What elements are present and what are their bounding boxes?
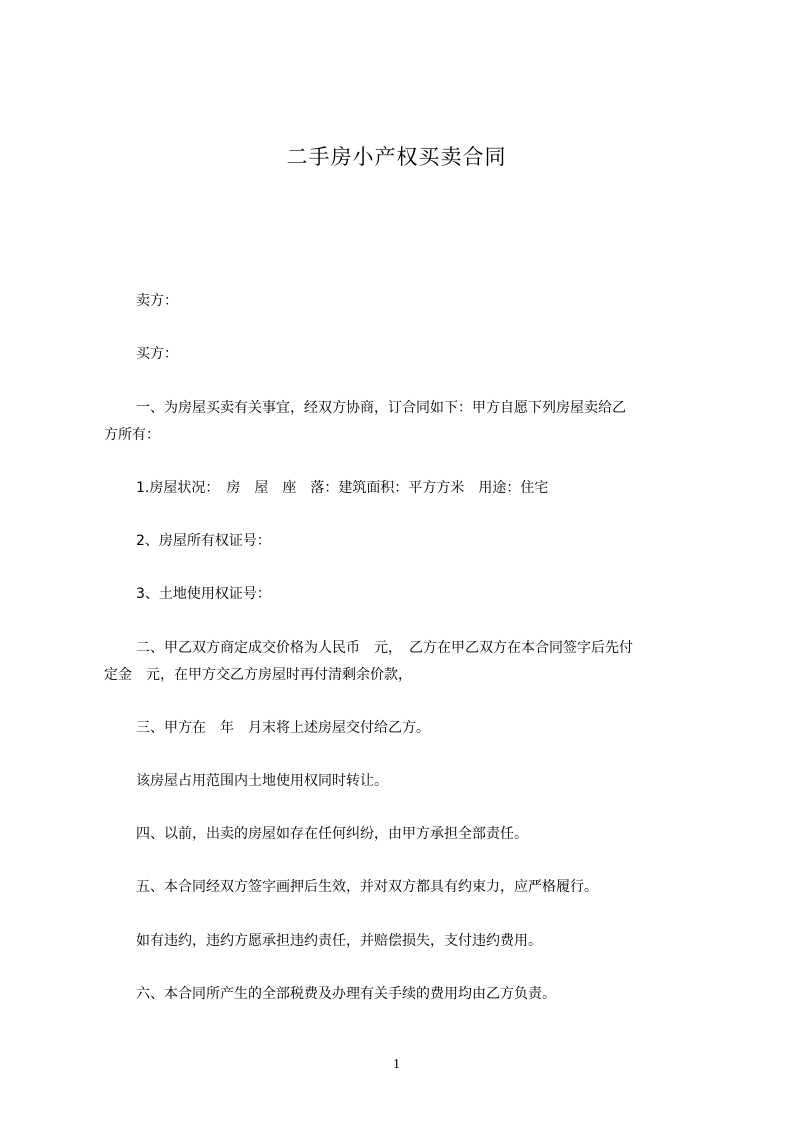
- clause-3: 三、甲方在 年 月末将上述房屋交付给乙方。: [136, 720, 430, 736]
- item-2-ownership-cert: 2、房屋所有权证号：: [136, 533, 271, 549]
- land-transfer-line: 该房屋占用范围内土地使用权同时转让。: [136, 773, 388, 789]
- page-number: 1: [393, 1057, 400, 1072]
- item-1-house-status: 1.房屋状况： 房 屋 座 落：建筑面积：平方方米 用途：住宅: [136, 480, 549, 496]
- clause-2-line-1: 二、甲乙双方商定成交价格为人民币 元， 乙方在甲乙双方在本合同签字后先付: [136, 640, 633, 656]
- clause-4: 四、以前，出卖的房屋如存在任何纠纷，由甲方承担全部责任。: [136, 826, 528, 842]
- item-3-land-cert: 3、土地使用权证号：: [136, 586, 271, 602]
- clause-1-line-2: 方所有：: [104, 427, 160, 443]
- clause-6: 六、本合同所产生的全部税费及办理有关手续的费用均由乙方负责。: [136, 986, 556, 1002]
- clause-1-line-1: 一、为房屋买卖有关事宜，经双方协商，订合同如下：甲方自愿下列房屋卖给乙: [136, 400, 626, 416]
- seller-line: 卖方：: [136, 293, 178, 309]
- clause-5: 五、本合同经双方签字画押后生效，并对双方都具有约束力，应严格履行。: [136, 879, 598, 895]
- clause-2-line-2: 定金 元，在甲方交乙方房屋时再付清剩余价款，: [104, 667, 412, 683]
- document-title: 二手房小产权买卖合同: [286, 145, 507, 169]
- breach-line: 如有违约，违约方愿承担违约责任，并赔偿损失，支付违约费用。: [136, 933, 542, 949]
- buyer-line: 买方：: [136, 346, 178, 362]
